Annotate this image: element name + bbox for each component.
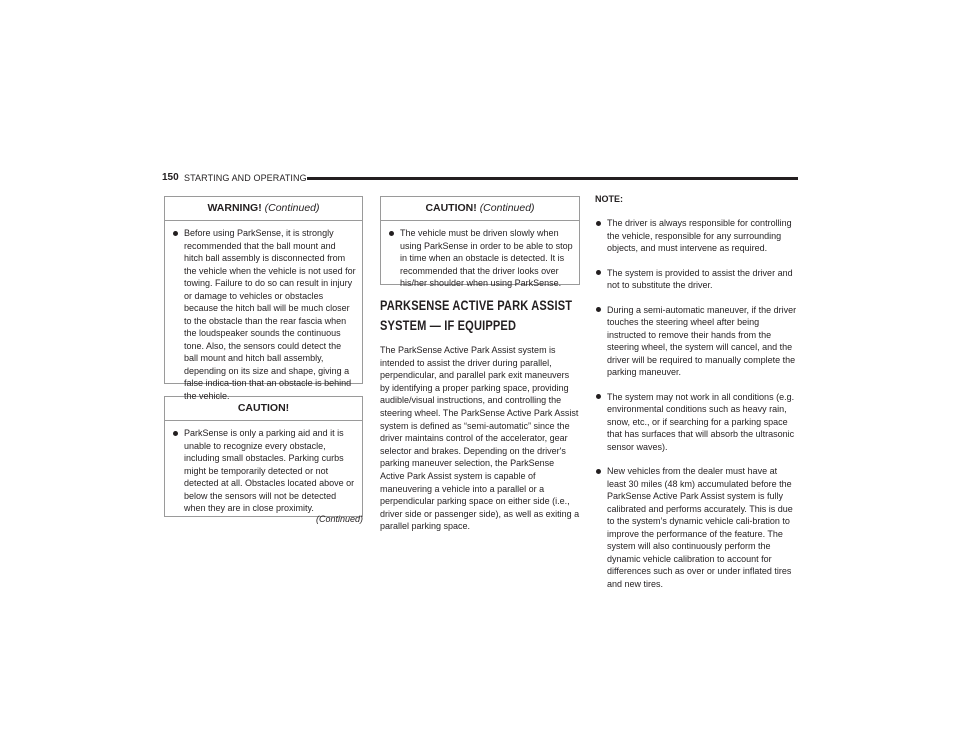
caution-box <box>164 396 363 517</box>
warning-box <box>164 196 363 401</box>
note-item: During a semi-automatic maneuver, if the driver touches the steering wheel after being instructed to remove their hands from the steering wheel, the system will cancel, and the driver will be required to manually complete the parking maneuver. <box>595 304 798 379</box>
warning-title <box>165 197 362 221</box>
continued-footer: (Continued) <box>315 514 363 524</box>
note-label: NOTE: <box>595 194 623 204</box>
note-item: The system is provided to assist the driver and not to substitute the driver. <box>595 267 798 292</box>
caution-continued-title <box>381 197 579 221</box>
section-title: STARTING AND OPERATING <box>184 173 307 183</box>
warning-continued: (Continued) <box>264 202 320 214</box>
note-item: New vehicles from the dealer must have at least 30 miles (48 km) accumulated before the ParkSense Active Park Assist system is fully calibrated and performs accurately. This is due to the system’s dynamic vehicle cali-bration to improve the performance of the feature. The system will also continuously perform the dynamic vehicle calibration to account for differences such as over or under inflated tires and new tires. <box>595 465 798 590</box>
caution-item: ParkSense is only a parking aid and it is unable to recognize every obstacle, including small obstacles. Parking curbs might be temporarily detected or not detected at all. Obstacles located above or below the sensors will not be detected when they are in close proximity. <box>172 427 356 515</box>
section-heading <box>380 296 580 336</box>
section-heading-line1: PARKSENSE ACTIVE PARK ASSIST <box>380 298 573 313</box>
warning-item: Before using ParkSense, it is strongly recommended that the ball mount and hitch ball assembly is disconnected from the vehicle when the vehicle is not used for towing. Failure to do so can result in injury or damage to vehicles or obstacles because the hitch ball will be much closer to the obstacle than the rear fascia when the loudspeaker sounds the continuous tone. Also, the sensors could detect the ball mount and hitch ball assembly, depending on its size and shape, giving a false indica-tion that an obstacle is behind the vehicle. <box>172 227 356 402</box>
caution-label: CAUTION! <box>237 402 290 414</box>
header-rule <box>307 177 798 180</box>
warning-label: WARNING! <box>207 202 262 214</box>
section-heading-line2: SYSTEM — IF EQUIPPED <box>380 318 517 333</box>
page-number: 150 <box>162 172 179 183</box>
page-header <box>162 171 798 185</box>
middle-column <box>380 196 580 533</box>
body-paragraph: The ParkSense Active Park Assist system is intended to assist the driver during parallel, perpendicular, and parallel park exit maneuvers by identifying a proper parking space, providing audible/visual instructions, and controlling the steering wheel. The ParkSense Active Park Assist system is defined as “semi-automatic” since the driver maintains control of the accelerator, gear selector and brakes. Depending on the driver's parking maneuver selection, the ParkSense Active Park Assist system is capable of maneuvering a vehicle into a parallel or a perpendicular parking space on either side (i.e., driver side or passenger side), as well as exiting a parallel parking space. <box>380 345 580 532</box>
caution-continued-label: CAUTION! <box>425 202 477 214</box>
left-column <box>164 196 363 517</box>
caution-continued-box <box>380 196 580 288</box>
note-item: The system may not work in all conditions (e.g. environmental conditions such as heavy rain, snow, etc., or if searching for a parking space that has surfaces that will absorb the ultrasonic sensor waves). <box>595 391 798 454</box>
right-column <box>595 196 798 590</box>
caution-continued-item: The vehicle must be driven slowly when using ParkSense in order to be able to stop in time when an obstacle is detected. It is recommended that the driver looks over his/her shoulder when using ParkSense. <box>388 227 573 290</box>
note-item: The driver is always responsible for controlling the vehicle, responsible for any surrounding objects, and must intervene as required. <box>595 217 798 255</box>
caution-continued-tag: (Continued) <box>479 202 535 214</box>
